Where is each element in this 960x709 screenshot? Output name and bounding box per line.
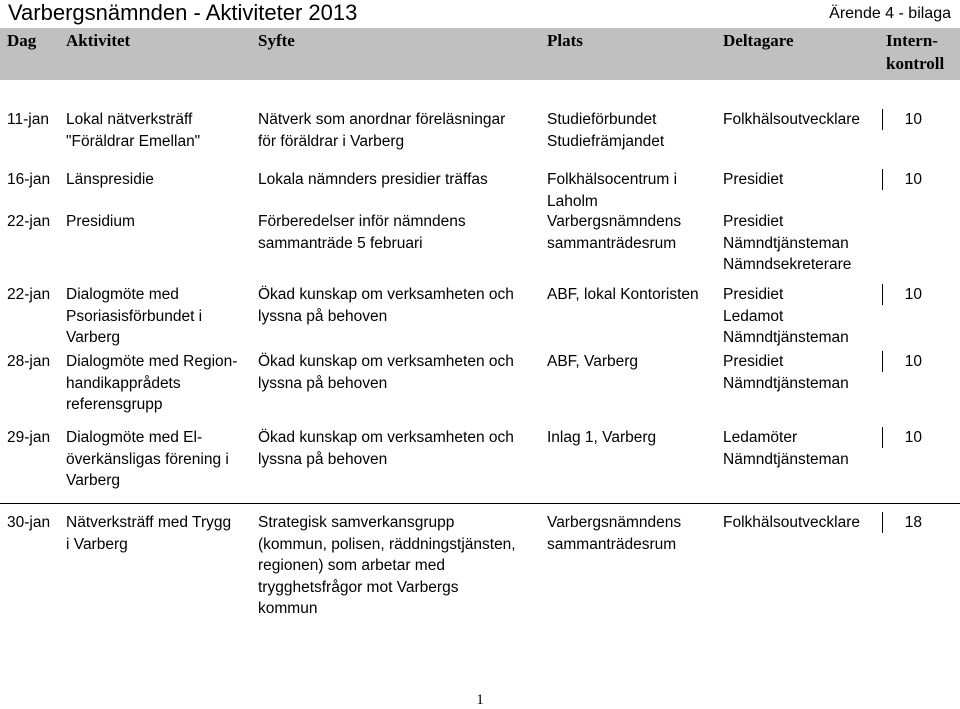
cell-participants-line: Nämndtjänsteman xyxy=(723,450,849,468)
cell-participants xyxy=(723,211,883,276)
cell-purpose xyxy=(258,169,543,191)
cell-participants-line: Ledamöter xyxy=(723,429,798,446)
cell-activity-line: Lokal nätverksträff xyxy=(66,111,193,128)
cell-control: 10 xyxy=(884,427,922,449)
cell-place-line: sammanträdesrum xyxy=(547,535,677,553)
cell-activity-line: Dialogmöte med El- xyxy=(66,429,203,446)
cell-activity xyxy=(66,109,254,152)
cell-participants xyxy=(723,109,883,131)
cell-purpose-line: Ökad kunskap om verksamheten och xyxy=(258,353,514,370)
header-plats: Plats xyxy=(547,31,583,50)
cell-place xyxy=(547,427,722,449)
row-divider xyxy=(0,503,960,504)
cell-activity-line: överkänsligas förening i xyxy=(66,450,229,468)
cell-activity-line: i Varberg xyxy=(66,535,128,553)
cell-participants-line: Presidiet xyxy=(723,171,784,188)
cell-purpose-line: kommun xyxy=(258,600,318,617)
header-dag: Dag xyxy=(7,31,37,50)
cell-place-line: Studieförbundet xyxy=(547,111,657,128)
cell-participants xyxy=(723,284,883,349)
header-internkontroll-line2: kontroll xyxy=(886,54,945,73)
cell-place xyxy=(547,169,722,212)
cell-date: 30-jan xyxy=(7,514,51,531)
cell-control: 10 xyxy=(884,169,922,191)
reference-label: Ärende 4 - bilaga xyxy=(829,5,951,22)
cell-place-line: Studiefrämjandet xyxy=(547,132,665,150)
cell-activity-line: Nätverksträff med Trygg xyxy=(66,514,232,531)
cell-place xyxy=(547,211,722,254)
cell-purpose-line: Ökad kunskap om verksamheten och xyxy=(258,286,514,303)
cell-activity xyxy=(66,427,254,492)
cell-participants-line: Nämndtjänsteman xyxy=(723,329,849,346)
cell-participants-line: Ledamot xyxy=(723,307,784,325)
cell-place-line: Laholm xyxy=(547,192,598,210)
cell-date: 22-jan xyxy=(7,213,51,230)
cell-activity xyxy=(66,169,254,191)
cell-activity xyxy=(66,211,254,233)
header-syfte: Syfte xyxy=(258,31,295,50)
header-internkontroll xyxy=(886,29,944,75)
cell-participants xyxy=(723,427,883,470)
cell-participants-line: Nämndsekreterare xyxy=(723,256,852,273)
cell-purpose-line: lyssna på behoven xyxy=(258,450,388,468)
cell-activity xyxy=(66,351,254,416)
cell-purpose-line: (kommun, polisen, räddningstjänsten, xyxy=(258,535,516,553)
cell-date: 28-jan xyxy=(7,353,51,370)
cell-purpose-line: lyssna på behoven xyxy=(258,374,388,392)
cell-participants-line: Presidiet xyxy=(723,286,784,303)
cell-control: 10 xyxy=(884,351,922,373)
cell-purpose xyxy=(258,284,543,327)
cell-purpose-line: för föräldrar i Varberg xyxy=(258,132,405,150)
cell-participants-line: Nämndtjänsteman xyxy=(723,374,849,392)
cell-purpose-line: Nätverk som anordnar föreläsningar xyxy=(258,111,506,128)
cell-place xyxy=(547,109,722,152)
cell-purpose-line: Ökad kunskap om verksamheten och xyxy=(258,429,514,446)
cell-participants-line: Nämndtjänsteman xyxy=(723,234,849,252)
cell-activity-line: referensgrupp xyxy=(66,396,163,413)
cell-activity-line: Dialogmöte med Region- xyxy=(66,353,238,370)
cell-activity-line: Varberg xyxy=(66,472,120,489)
cell-activity-line: Psoriasisförbundet i xyxy=(66,307,203,325)
cell-purpose xyxy=(258,211,543,254)
cell-activity-line: Varberg xyxy=(66,329,120,346)
cell-place-line: Folkhälsocentrum i xyxy=(547,171,678,188)
cell-control: 10 xyxy=(884,109,922,131)
cell-date: 11-jan xyxy=(7,111,49,128)
cell-place xyxy=(547,284,722,306)
page-number: 1 xyxy=(476,692,484,708)
cell-activity-line: Dialogmöte med xyxy=(66,286,179,303)
cell-control: 18 xyxy=(884,512,922,534)
cell-place-line: ABF, Varberg xyxy=(547,353,639,370)
cell-activity-line: "Föräldrar Emellan" xyxy=(66,132,201,150)
cell-place-line: Varbergsnämndens xyxy=(547,514,682,531)
header-internkontroll-line1: Intern- xyxy=(886,31,938,50)
cell-date: 22-jan xyxy=(7,286,51,303)
cell-participants xyxy=(723,512,883,534)
cell-purpose xyxy=(258,109,543,152)
header-deltagare: Deltagare xyxy=(723,31,794,50)
cell-date: 29-jan xyxy=(7,429,51,446)
header-aktivitet: Aktivitet xyxy=(66,31,131,50)
table-header xyxy=(0,28,960,80)
cell-place-line: Varbergsnämndens xyxy=(547,213,682,230)
document-title: Varbergsnämnden - Aktiviteter 2013 xyxy=(8,0,358,25)
cell-activity-line: handikapprådets xyxy=(66,374,181,392)
cell-activity xyxy=(66,512,254,555)
cell-purpose-line: trygghetsfrågor mot Varbergs xyxy=(258,578,459,596)
cell-place-line: Inlag 1, Varberg xyxy=(547,429,657,446)
cell-purpose xyxy=(258,512,543,620)
cell-participants-line: Folkhälsoutvecklare xyxy=(723,514,860,531)
cell-participants-line: Presidiet xyxy=(723,213,784,230)
cell-control: 10 xyxy=(884,284,922,306)
cell-purpose-line: Strategisk samverkansgrupp xyxy=(258,514,455,531)
cell-place xyxy=(547,351,722,373)
cell-participants xyxy=(723,169,883,191)
cell-purpose xyxy=(258,351,543,394)
cell-participants-line: Folkhälsoutvecklare xyxy=(723,111,860,128)
cell-activity-line: Presidium xyxy=(66,213,135,230)
cell-participants xyxy=(723,351,883,394)
cell-activity xyxy=(66,284,254,349)
cell-purpose-line: Lokala nämnders presidier träffas xyxy=(258,171,488,188)
cell-purpose-line: regionen) som arbetar med xyxy=(258,557,445,574)
cell-purpose-line: sammanträde 5 februari xyxy=(258,234,423,252)
cell-purpose-line: lyssna på behoven xyxy=(258,307,388,325)
cell-activity-line: Länspresidie xyxy=(66,171,154,188)
cell-place-line: ABF, lokal Kontoristen xyxy=(547,286,699,303)
cell-place xyxy=(547,512,722,555)
cell-purpose-line: Förberedelser inför nämndens xyxy=(258,213,466,230)
cell-date: 16-jan xyxy=(7,171,51,188)
cell-purpose xyxy=(258,427,543,470)
cell-place-line: sammanträdesrum xyxy=(547,234,677,252)
cell-participants-line: Presidiet xyxy=(723,353,784,370)
